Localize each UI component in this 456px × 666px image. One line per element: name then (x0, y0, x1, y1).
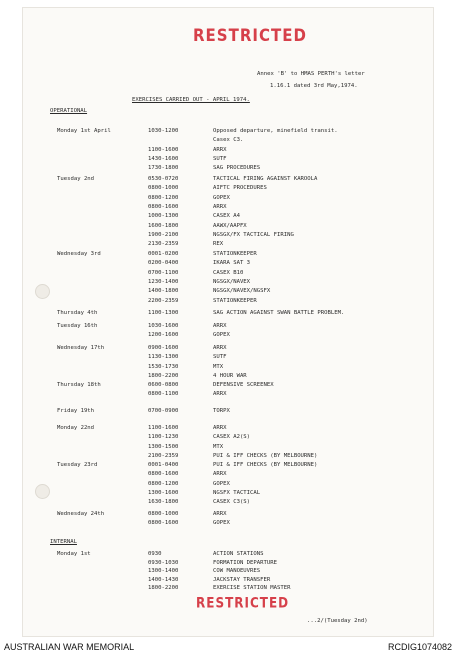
activity-cell: IKARA SAT 3 (213, 260, 251, 267)
activity-cell: AIFTC PROCEDURES (213, 185, 267, 192)
activity-cell: AAWX/AAPFX (213, 222, 247, 229)
document-title: EXERCISES CARRIED OUT - APRIL 1974. (132, 97, 250, 103)
day-label: Tuesday 16th (57, 323, 98, 329)
time-cell: 1400-1800 (148, 288, 179, 295)
day-label: Friday 19th (57, 408, 95, 414)
day-label: Thursday 18th (57, 382, 101, 388)
time-cell: 0930-1030 (148, 559, 179, 566)
day-label: Thursday 4th (57, 310, 98, 316)
activity-cell: ARRX (213, 203, 227, 210)
continuation-note: ...2/(Tuesday 2nd) (307, 618, 368, 624)
activity-cell: ARRX (213, 146, 227, 153)
time-cell: 0700-1100 (148, 269, 179, 276)
time-cell: 0800-1200 (148, 194, 179, 201)
time-cell: 0800-1600 (148, 471, 179, 478)
day-label: Tuesday 2nd (57, 176, 95, 182)
activity-cell: CASEX C3(S) (213, 499, 251, 506)
time-cell: 1300-1600 (148, 489, 179, 496)
day-label: Monday 1st April (57, 128, 111, 134)
time-cell: 1100-1230 (148, 434, 179, 441)
time-cell: 1100-1600 (148, 425, 179, 431)
activity-cell: MTX (213, 363, 224, 370)
activity-cell: CASEX B10 (213, 269, 244, 276)
footer-record-id: RCDIG1074082 (387, 642, 452, 652)
activity-cell: GOPEX (213, 520, 230, 527)
activity-cell: ARRX (213, 471, 227, 478)
activity-cell: SUTF (213, 155, 227, 162)
restricted-stamp-bottom: RESTRICTED (196, 594, 290, 612)
time-cell: 1800-2200 (148, 585, 179, 592)
activity-cell: REX (213, 241, 224, 248)
day-label: Wednesday 3rd (57, 251, 101, 257)
time-cell: 0800-1600 (148, 203, 179, 210)
time-cell: 0600-0800 (148, 382, 179, 388)
activity-cell: NGSGX/FX TACTICAL FIRING (213, 231, 294, 238)
activity-cell: CASEX A2(S) (213, 434, 251, 441)
time-cell: 0001-0200 (148, 251, 179, 257)
activity-cell: PUI & IFF CHECKS (BY MELBOURNE) (213, 452, 318, 459)
restricted-stamp-top: RESTRICTED (193, 24, 307, 46)
time-cell: 0800-1600 (148, 520, 179, 527)
time-cell: 0800-1100 (148, 391, 179, 398)
time-cell: 0700-0900 (148, 408, 179, 414)
activity-cell: GOPEX (213, 332, 230, 339)
time-cell: 1300-1400 (148, 568, 179, 575)
time-cell: 1030-1600 (148, 323, 179, 329)
time-cell: 1530-1730 (148, 363, 179, 370)
time-cell: 1030-1200 (148, 128, 179, 134)
activity-cell: ARRX (213, 323, 227, 329)
activity-cell: STATIONKEEPER (213, 251, 257, 257)
time-cell: 1130-1300 (148, 354, 179, 361)
time-cell: 2130-2359 (148, 241, 179, 248)
time-cell: 0800-1000 (148, 185, 179, 192)
activity-cell: ARRX (213, 391, 227, 398)
activity-cell: CASEX A4 (213, 213, 240, 220)
activity-cell: FORMATION DEPARTURE (213, 559, 277, 566)
reference-line-2: 1.16.1 dated 3rd May,1974. (270, 83, 358, 89)
activity-cell: Opposed departure, minefield transit. (213, 128, 338, 134)
activity-cell: COW MANOEUVRES (213, 568, 261, 575)
activity-cell: TORPX (213, 408, 230, 414)
activity-cell: JACKSTAY TRANSFER (213, 576, 271, 583)
time-cell: 1630-1800 (148, 499, 179, 506)
activity-cell: NGSFX TACTICAL (213, 489, 261, 496)
footer-archive-name: AUSTRALIAN WAR MEMORIAL (4, 642, 135, 652)
time-cell: 0900-1600 (148, 345, 179, 351)
time-cell: 0800-1200 (148, 480, 179, 487)
section-heading-internal: INTERNAL (50, 539, 77, 545)
day-label: Monday 1st (57, 551, 91, 557)
day-label: Monday 22nd (57, 425, 95, 431)
section-heading-operational: OPERATIONAL (50, 108, 88, 114)
punch-hole (35, 284, 50, 299)
activity-cell: PUI & IFF CHECKS (BY MELBOURNE) (213, 462, 318, 468)
time-cell: 0001-0400 (148, 462, 179, 468)
activity-cell: TACTICAL FIRING AGAINST KAROOLA (213, 176, 318, 182)
time-cell: 1200-1600 (148, 332, 179, 339)
time-cell: 0530-0720 (148, 176, 179, 182)
time-cell: 2200-2359 (148, 297, 179, 304)
activity-cell: GOPEX (213, 194, 230, 201)
time-cell: 1300-1500 (148, 443, 179, 450)
activity-cell: SAG PROCEDURES (213, 165, 261, 172)
activity-cell: NGSGX/NAVEX (213, 278, 251, 285)
reference-line-1: Annex 'B' to HMAS PERTH's letter (257, 71, 365, 77)
time-cell: 1400-1430 (148, 576, 179, 583)
day-label: Wednesday 24th (57, 511, 105, 517)
time-cell: 2100-2359 (148, 452, 179, 459)
activity-cell: SAG ACTION AGAINST SWAN BATTLE PROBLEM. (213, 310, 345, 316)
activity-cell: DEFENSIVE SCREENEX (213, 382, 274, 388)
punch-hole (35, 484, 50, 499)
time-cell: 1000-1300 (148, 213, 179, 220)
time-cell: 1230-1400 (148, 278, 179, 285)
day-label: Wednesday 17th (57, 345, 105, 351)
time-cell: 0200-0400 (148, 260, 179, 267)
time-cell: 1800-2200 (148, 372, 179, 379)
activity-cell: ARRX (213, 511, 227, 517)
time-cell: 1730-1800 (148, 165, 179, 172)
activity-cell: ARRX (213, 425, 227, 431)
activity-cell: MTX (213, 443, 224, 450)
activity-cell: 4 HOUR WAR (213, 372, 247, 379)
activity-cell: NGSGX/NAVEX/NGSFX (213, 288, 271, 295)
time-cell: 1430-1600 (148, 155, 179, 162)
activity-cell: SUTF (213, 354, 227, 361)
activity-cell: ARRX (213, 345, 227, 351)
time-cell: 1900-2100 (148, 231, 179, 238)
time-cell: 1100-1600 (148, 146, 179, 153)
time-cell: 1600-1800 (148, 222, 179, 229)
activity-cell: STATIONKEEPER (213, 297, 257, 304)
activity-cell: EXERCISE STATION MASTER (213, 585, 291, 592)
activity-cell: ACTION STATIONS (213, 551, 264, 557)
time-cell: 1100-1300 (148, 310, 179, 316)
time-cell: 0930 (148, 551, 162, 557)
activity-cell: Casex C3. (213, 137, 244, 144)
time-cell: 0800-1000 (148, 511, 179, 517)
activity-cell: GOPEX (213, 480, 230, 487)
day-label: Tuesday 23rd (57, 462, 98, 468)
